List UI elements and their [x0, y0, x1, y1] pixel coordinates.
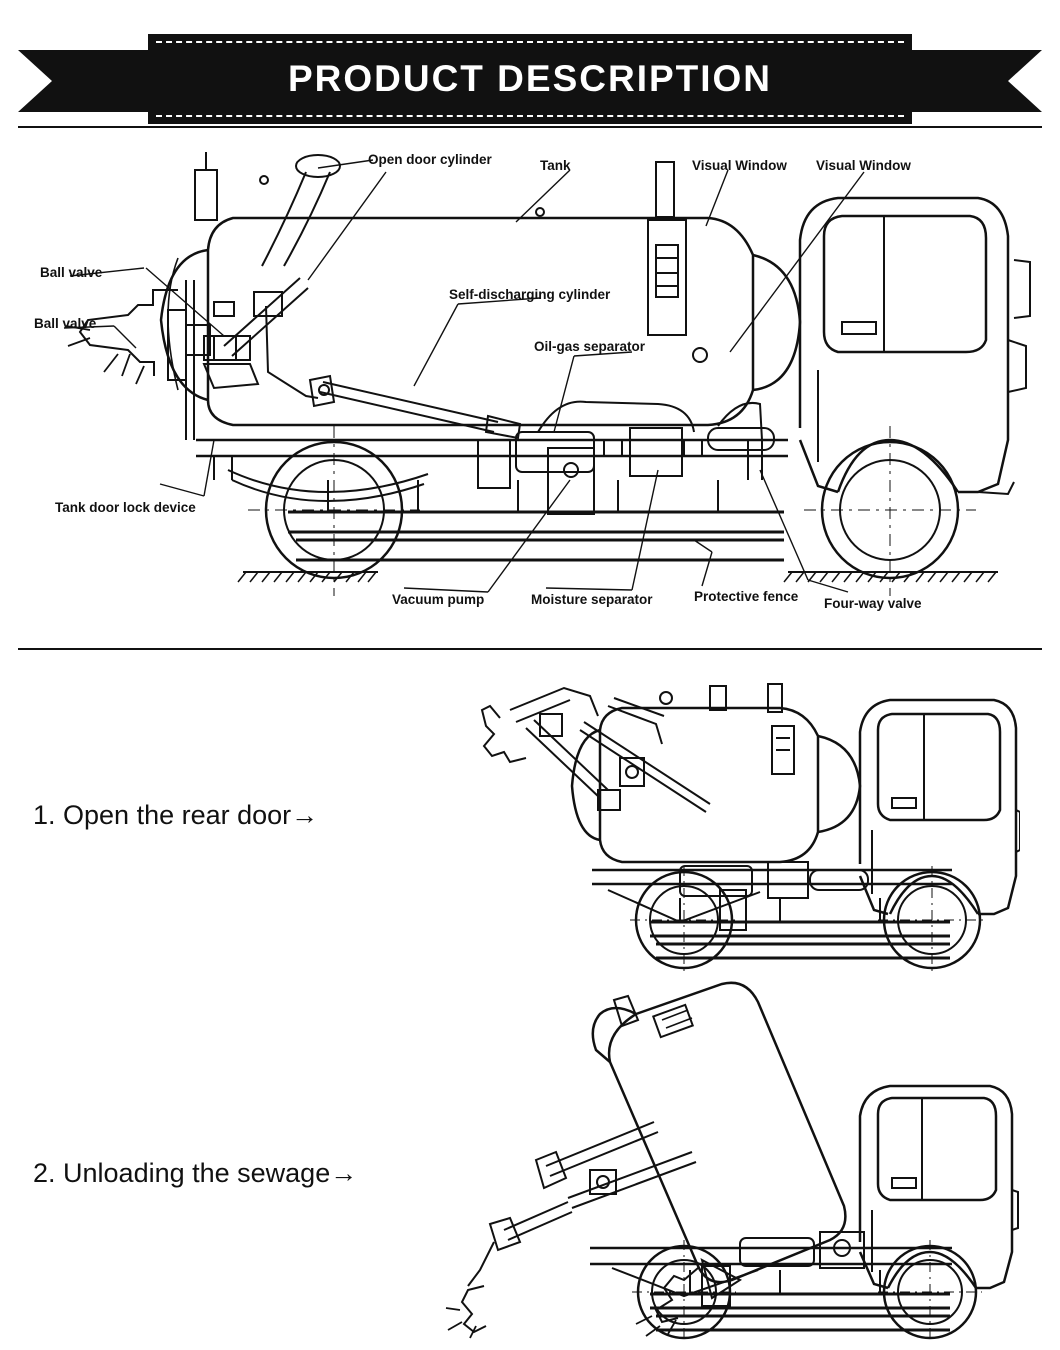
label-open-door-cylinder: Open door cylinder: [368, 152, 492, 167]
banner: [0, 16, 1060, 124]
label-visual-window-2: Visual Window: [816, 158, 911, 173]
label-oil-gas-separator: Oil-gas separator: [534, 339, 646, 354]
labeled-truck-diagram: [18, 140, 1042, 640]
step-2-caption: 2. Unloading the sewage→: [33, 1158, 358, 1188]
step-2-diagram: [440, 980, 1020, 1340]
step-1-caption: 1. Open the rear door→: [33, 800, 319, 830]
label-ball-valve-1: Ball valve: [40, 265, 103, 280]
label-ball-valve-2: Ball valve: [34, 316, 97, 331]
step-1-diagram: [480, 670, 1020, 990]
label-visual-window-1: Visual Window: [692, 158, 787, 173]
label-tank-door-lock-device: Tank door lock device: [55, 500, 196, 515]
section-divider-1: [18, 648, 1042, 650]
label-self-discharging-cylinder: Self-discharging cylinder: [449, 287, 611, 302]
label-tank: Tank: [540, 158, 571, 173]
label-moisture-separator: Moisture separator: [531, 592, 653, 607]
label-protective-fence: Protective fence: [694, 589, 799, 604]
ribbon-tail-left: [18, 50, 168, 112]
ribbon-main: [148, 34, 912, 124]
label-vacuum-pump: Vacuum pump: [392, 592, 485, 607]
label-four-way-valve: Four-way valve: [824, 596, 922, 611]
page-title: PRODUCT DESCRIPTION: [287, 58, 773, 99]
banner-divider: [18, 126, 1042, 128]
ribbon-tail-right: [892, 50, 1042, 112]
